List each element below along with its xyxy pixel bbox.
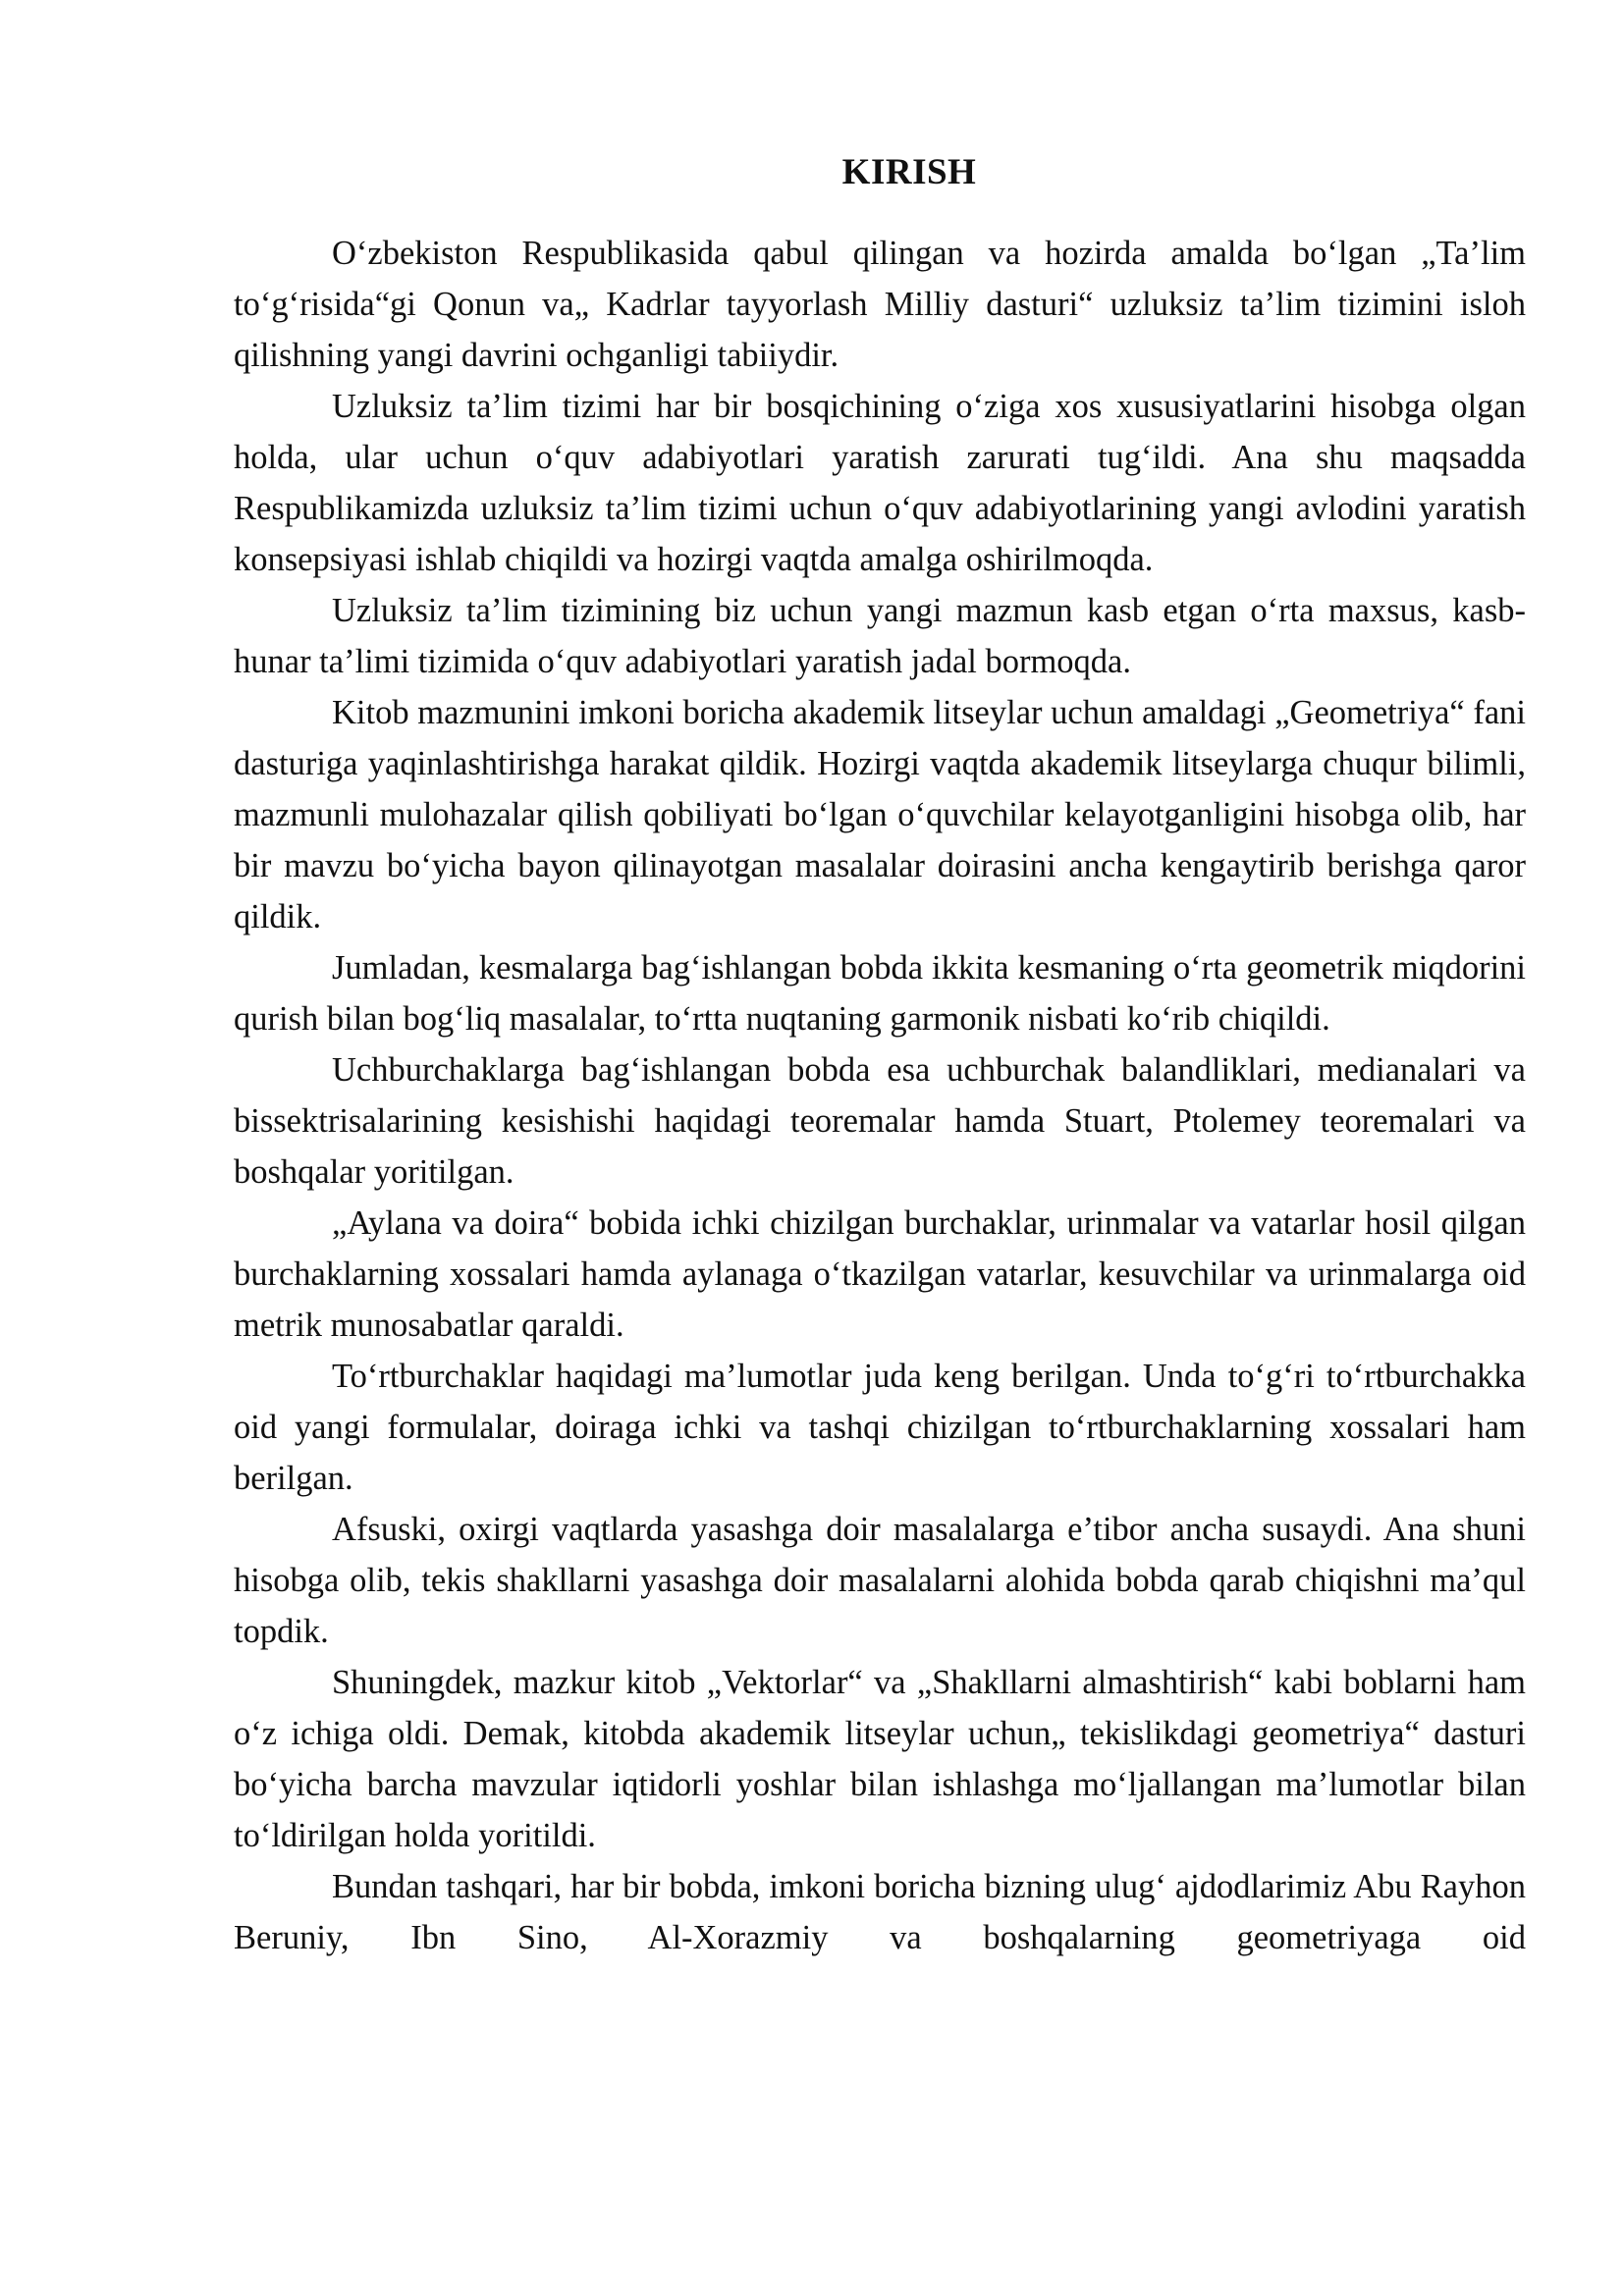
paragraph-3: Uzluksiz ta’lim tizimining biz uchun yangi mazmun kasb etgan o‘rta maxsus, kasb-hunar ta’limi tizimida o‘quv adabiyotlari yaratish jadal bormoqda. <box>234 592 1526 680</box>
page-title: KIRISH <box>841 152 977 192</box>
paragraph-7: „Aylana va doira“ bobida ichki chizilgan burchaklar, urinmalar va vatarlar hosil qilgan burchaklarning xossalari hamda aylanaga o‘tkazilgan vatarlar, kesuvchilar va urinmalarga oid metrik munosabatlar qaraldi. <box>234 1204 1526 1344</box>
paragraph-2: Uzluksiz ta’lim tizimi har bir bosqichining o‘ziga xos xususiyatlarini hisobga olgan holda, ular uchun o‘quv adabiyotlari yaratish zarurati tug‘ildi. Ana shu maqsadda Respublikamizda uzluksiz ta’lim tizimi uchun o‘quv adabiyotlarining yangi avlodini yaratish konsepsiyasi ishlab chiqildi va hozirgi vaqtda amalga oshirilmoqda. <box>234 388 1526 578</box>
paragraph-8: To‘rtburchaklar haqidagi ma’lumotlar juda keng berilgan. Unda to‘g‘ri to‘rtburchakka oid yangi formulalar, doiraga ichki va tashqi chizilgan to‘rtburchaklarning xossalari ham berilgan. <box>234 1358 1526 1497</box>
paragraph-4: Kitob mazmunini imkoni boricha akademik litseylar uchun amaldagi „Geometriya“ fani dasturiga yaqinlashtirishga harakat qildik. Hozirgi vaqtda akademik litseylarga chuqur bilimli, mazmunli mulohazalar qilish qobiliyati bo‘lgan o‘quvchilar kelayotganligini hisobga olib, har bir mavzu bo‘yicha bayon qilinayotgan masalalar doirasini ancha kengaytirib berishga qaror qildik. <box>234 694 1526 935</box>
paragraph-6: Uchburchaklarga bag‘ishlangan bobda esa uchburchak balandliklari, medianalari va bissektrisalarining kesishishi haqidagi teoremalar hamda Stuart, Ptolemey teoremalari va boshqalar yoritilgan. <box>234 1051 1526 1191</box>
paragraph-9: Afsuski, oxirgi vaqtlarda yasashga doir masalalarga e’tibor ancha susaydi. Ana shuni hisobga olib, tekis shakllarni yasashga doir masalalarni alohida bobda qarab chiqishni ma’qul topdik. <box>234 1511 1526 1650</box>
document-page <box>234 147 1526 1963</box>
paragraph-11: Bundan tashqari, har bir bobda, imkoni boricha bizning ulug‘ ajdodlarimiz Abu Rayhon Beruniy, Ibn Sino, Al-Xorazmiy va boshqalarning geometriyaga oid <box>234 1868 1526 1956</box>
paragraph-5: Jumladan, kesmalarga bag‘ishlangan bobda ikkita kesmaning o‘rta geometrik miqdorini qurish bilan bog‘liq masalalar, to‘rtta nuqtaning garmonik nisbati ko‘rib chiqildi. <box>234 949 1526 1038</box>
paragraph-1: O‘zbekiston Respublikasida qabul qilingan va hozirda amalda bo‘lgan „Ta’lim to‘g‘risida“gi Qonun va„ Kadrlar tayyorlash Milliy dasturi“ uzluksiz ta’lim tizimini isloh qilishning yangi davrini ochganligi tabiiydir. <box>234 235 1526 374</box>
paragraph-10: Shuningdek, mazkur kitob „Vektorlar“ va „Shakllarni almashtirish“ kabi boblarni ham o‘z ichiga oldi. Demak, kitobda akademik litseylar uchun„ tekislikdagi geometriya“ dasturi bo‘yicha barcha mavzular iqtidorli yoshlar bilan ishlashga mo‘ljallangan ma’lumotlar bilan to‘ldirilgan holda yoritildi. <box>234 1664 1526 1854</box>
